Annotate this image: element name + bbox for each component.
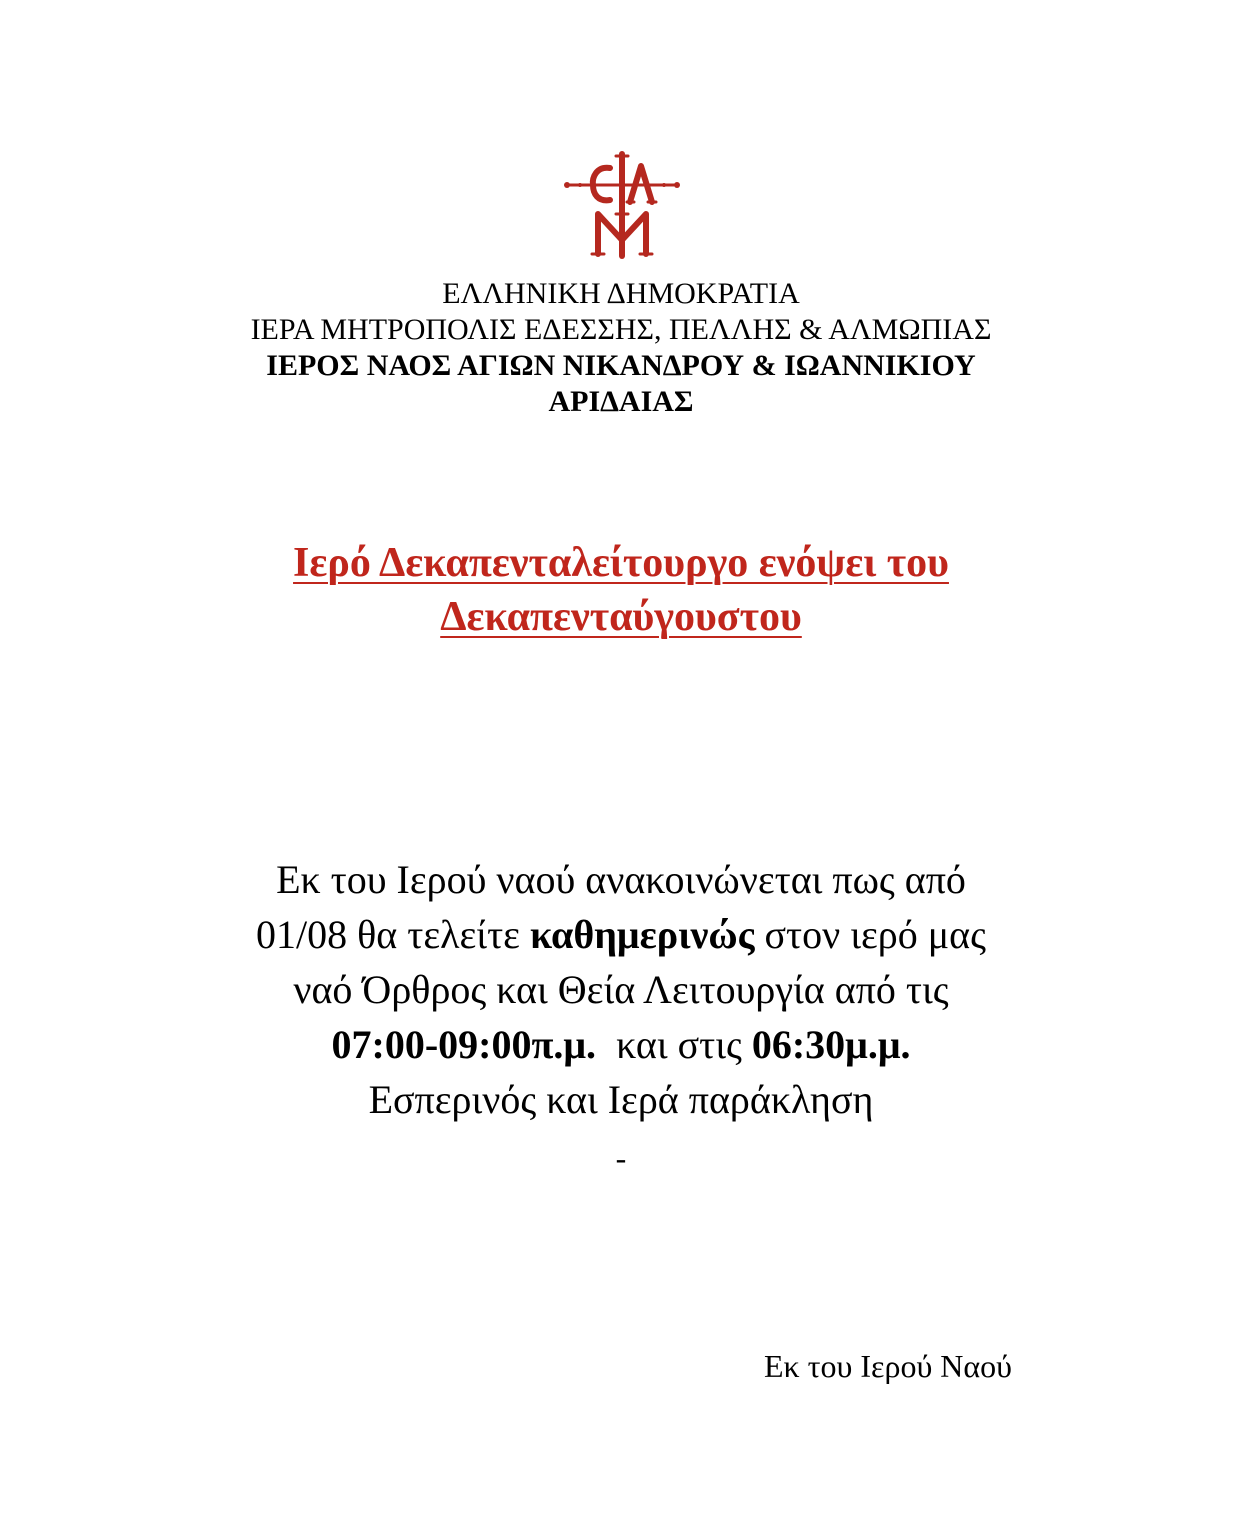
metropolis-name: ΙΕΡΑ ΜΗΤΡΟΠΟΛΙΣ ΕΔΕΣΣΗΣ, ΠΕΛΛΗΣ & ΑΛΜΩΠΙΑΣ bbox=[250, 313, 992, 346]
body-line-3: ναό Όρθρος και Θεία Λειτουργία από τις bbox=[293, 967, 949, 1012]
body-line-2-start: 01/08 θα τελείτε bbox=[256, 912, 530, 957]
body-line-4 bbox=[0, 1017, 1242, 1072]
body-line-2-end: στον ιερό μας bbox=[754, 912, 986, 957]
town-name: ΑΡΙΔΑΙΑΣ bbox=[548, 385, 694, 418]
church-monogram-icon bbox=[560, 150, 684, 260]
evening-hours: 06:30μ.μ. bbox=[751, 1022, 911, 1067]
church-name: ΙΕΡΟΣ ΝΑΟΣ ΑΓΙΩΝ ΝΙΚΑΝΔΡΟΥ & ΙΩΑΝΝΙΚΙΟΥ bbox=[266, 349, 976, 382]
body-line-2 bbox=[0, 907, 1242, 962]
title-line-2: Δεκαπενταύγουστου bbox=[440, 594, 802, 640]
daily-emphasis: καθημερινώς bbox=[529, 912, 755, 957]
header-block bbox=[0, 276, 1242, 420]
signature: Εκ του Ιερού Ναού bbox=[764, 1348, 1012, 1384]
announcement-body bbox=[0, 852, 1242, 1127]
body-line-5: Εσπερινός και Ιερά παράκληση bbox=[368, 1077, 874, 1122]
title-line-1: Ιερό Δεκαπενταλείτουργο ενόψει του bbox=[293, 540, 949, 586]
announcement-title bbox=[0, 536, 1242, 644]
body-line-1: Εκ του Ιερού ναού ανακοινώνεται πως από bbox=[276, 857, 966, 902]
separator-dash: - bbox=[615, 1140, 627, 1176]
body-line-4-mid: και στις bbox=[596, 1022, 752, 1067]
country-name: ΕΛΛΗΝΙΚΗ ΔΗΜΟΚΡΑΤΙΑ bbox=[442, 277, 800, 310]
morning-hours: 07:00-09:00π.μ. bbox=[331, 1022, 597, 1067]
